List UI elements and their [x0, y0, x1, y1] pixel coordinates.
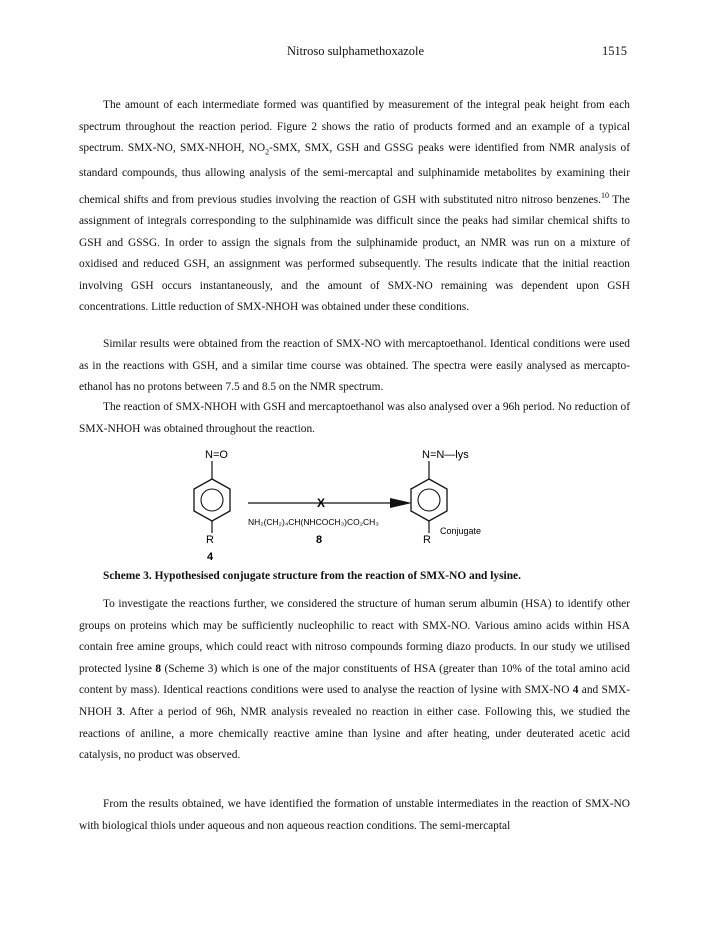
compound-ref-3: 3: [116, 705, 123, 718]
benzene-ring-left: [194, 479, 230, 521]
benzene-ring-right: [411, 479, 447, 521]
paragraph-5: [79, 794, 630, 837]
running-header: [0, 44, 711, 64]
reagent-label: NH₂(CH₂)₄CH(NHCOCH₃)CO₂CH₃: [248, 517, 379, 527]
paragraph-4-text-c: and SMX-NHOH: [79, 684, 630, 718]
reference-superscript: 10: [600, 190, 609, 200]
paragraph-4-text-d: . After a period of 96h, NMR analysis revealed no reaction in either case. Following this, we studied the reactions of aniline, a more chemically reactive amine than lysine and after heating, under deuterated acetic acid catalysis, no product was observed.: [79, 705, 630, 762]
paragraph-1: [79, 95, 630, 319]
paragraph-4-text-b: (Scheme 3) which is one of the major constituents of HSA (greater than 10% of the total amino acid content by mass). Identical reactions conditions were used to analyse the reaction of lysine with SMX-NO: [79, 662, 630, 697]
product-molecule: [411, 449, 481, 546]
paragraph-4: [79, 594, 630, 767]
paragraph-2-text: Similar results were obtained from the reaction of SMX-NO with mercaptoethanol. Identical conditions were used as in the reactions with GSH, and a similar time course was obtained. The spectra were easily analysed as mercapto-ethanol has no protons between 7.5 and 8.5 on the NMR spectrum.: [79, 338, 630, 394]
compound-number-4: 4: [207, 551, 214, 563]
conjugate-label: Conjugate: [440, 526, 482, 536]
paragraph-1-text-a: The amount of each intermediate formed was quantified by measurement of the integral peak height from each spectrum throughout the reaction period. Figure 2 shows the ratio of products formed and an example of a typical spectrum. SMX-NO, SMX-NHOH, NO: [79, 99, 630, 155]
left-r-group: R: [206, 534, 214, 546]
paragraph-1-text-c: The assignment of integrals corresponding to the sulphinamide was difficult since the peaks had similar chemical shifts to GSH and GSSG. In order to assign the signals from the sulphinamide product, an NMR was run on a mixture of oxidised and reduced GSH, an assignment was performed subsequently. The results indicate that the initial reaction involving GSH occurs instantaneously, and the amount of SMX-NO remaining was dependent upon GSH concentrations. Little reduction of SMX-NHOH was obtained under these conditions.: [79, 193, 630, 314]
compound-ref-4: 4: [572, 684, 579, 697]
scheme-caption: Scheme 3. Hypothesised conjugate structure from the reaction of SMX-NO and lysine.: [103, 570, 521, 582]
paragraph-1-text-b: -SMX, SMX, GSH and GSSG peaks were identified from NMR analysis of standard compounds, thus allowing analysis of the semi-mercaptal and sulphinamide metabolites by examining their chemical shifts and from previous studies involving the reaction of GSH with substituted nitro nitroso benzenes.: [79, 142, 630, 206]
scheme-3-diagram: [150, 445, 550, 565]
subscript-2: 2: [265, 147, 270, 157]
reaction-arrow: [248, 496, 412, 546]
reagent-number-8: 8: [316, 534, 323, 546]
compound-ref-8: 8: [155, 662, 162, 675]
paragraph-2: [79, 334, 630, 399]
paragraph-3-text: The reaction of SMX-NHOH with GSH and mercaptoethanol was also analysed over a 96h period. No reduction of SMX-NHOH was obtained throughout the reaction.: [79, 401, 630, 435]
running-title: Nitroso sulphamethoxazole: [286, 44, 425, 58]
right-r-group: R: [423, 534, 431, 546]
blocked-reaction-mark: X: [317, 496, 326, 510]
page-number: 1515: [602, 44, 627, 58]
azo-group-label: N=N—lys: [422, 449, 469, 461]
paragraph-3: [79, 397, 630, 440]
reactant-molecule: [194, 449, 230, 563]
nitroso-group-label: N=O: [205, 449, 228, 461]
paragraph-4-text-a: To investigate the reactions further, we considered the structure of human serum albumin (HSA) to identify other groups on proteins which may be sufficiently nucleophilic to react with SMX-NO. Various amino acids within HSA contain free amine groups, which could react with nitroso compounds forming diazo products. In our study we utilised protected lysine: [79, 598, 630, 675]
paragraph-5-text: From the results obtained, we have identified the formation of unstable intermediates in the reaction of SMX-NO with biological thiols under aqueous and non aqueous reaction conditions. The semi-mercaptal: [79, 798, 630, 832]
